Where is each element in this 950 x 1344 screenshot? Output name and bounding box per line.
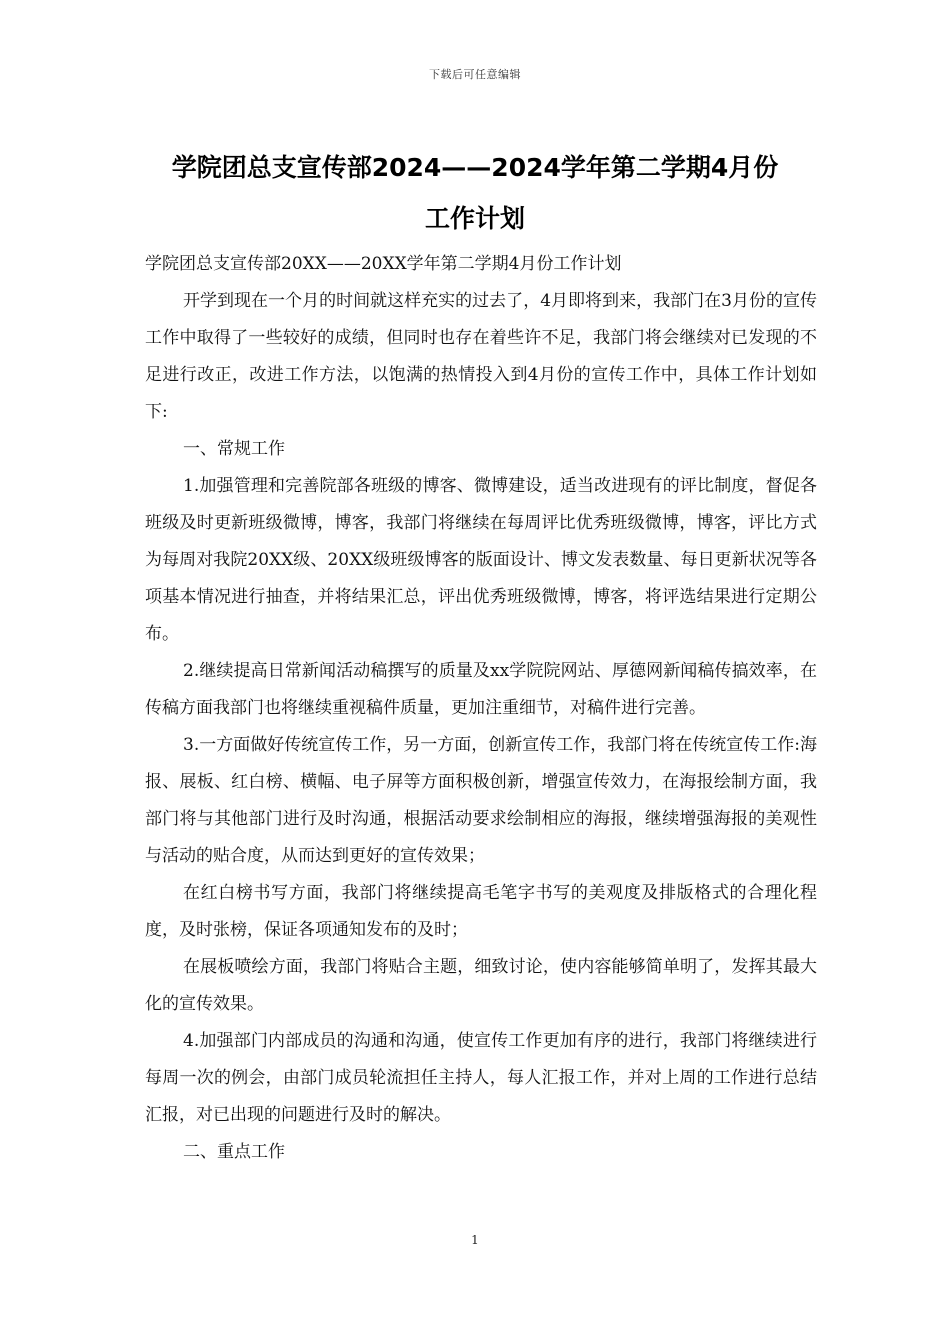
list-item-4: 4.加强部门内部成员的沟通和沟通，使宣传工作更加有序的进行，我部门将继续进行每周一次的例会，由部门成员轮流担任主持人，每人汇报工作，并对上周的工作进行总结汇报，对已出现的问题进行及时的解决。 xyxy=(145,1031,817,1125)
document-title-line-2: 工作计划 xyxy=(424,204,525,233)
section-heading-key-work: 二、重点工作 xyxy=(183,1142,285,1162)
document-title-line-1: 学院团总支宣传部2024——2024学年第二学期4月份 xyxy=(171,153,779,182)
list-item-3-display-board: 在展板喷绘方面，我部门将贴合主题，细致讨论，使内容能够简单明了，发挥其最大化的宣传效果。 xyxy=(145,957,817,1014)
list-item-3: 3.一方面做好传统宣传工作，另一方面，创新宣传工作，我部门将在传统宣传工作:海报、展板、红白榜、横幅、电子屏等方面积极创新，增强宣传效力，在海报绘制方面，我部门将与其他部门进行及时沟通，根据活动要求绘制相应的海报，继续增强海报的美观性与活动的贴合度，从而达到更好的宣传效果； xyxy=(145,735,817,866)
list-item-3-red-white-board: 在红白榜书写方面，我部门将继续提高毛笔字书写的美观度及排版格式的合理化程度，及时张榜，保证各项通知发布的及时； xyxy=(145,883,817,940)
list-item-2: 2.继续提高日常新闻活动稿撰写的质量及xx学院院网站、厚德网新闻稿传搞效率，在传稿方面我部门也将继续重视稿件质量，更加注重细节，对稿件进行完善。 xyxy=(145,661,817,718)
subtitle-paragraph: 学院团总支宣传部20XX——20XX学年第二学期4月份工作计划 xyxy=(145,254,622,274)
intro-paragraph: 开学到现在一个月的时间就这样充实的过去了，4月即将到来，我部门在3月份的宣传工作中取得了一些较好的成绩，但同时也存在着些许不足，我部门将会继续对已发现的不足进行改正，改进工作方法，以饱满的热情投入到4月份的宣传工作中，具体工作计划如下: xyxy=(145,291,817,422)
section-heading-routine: 一、常规工作 xyxy=(183,439,285,459)
list-item-1: 1.加强管理和完善院部各班级的博客、微博建设，适当改进现有的评比制度，督促各班级及时更新班级微博，博客，我部门将继续在每周评比优秀班级微博，博客，评比方式为每周对我院20XX级、20XX级班级博客的版面设计、博文发表数量、每日更新状况等各项基本情况进行抽查，并将结果汇总，评出优秀班级微博，博客，将评选结果进行定期公布。 xyxy=(145,476,817,644)
document-body xyxy=(145,246,817,1171)
page-number: 1 xyxy=(471,1233,479,1247)
header-note: 下载后可任意编辑 xyxy=(429,68,521,81)
